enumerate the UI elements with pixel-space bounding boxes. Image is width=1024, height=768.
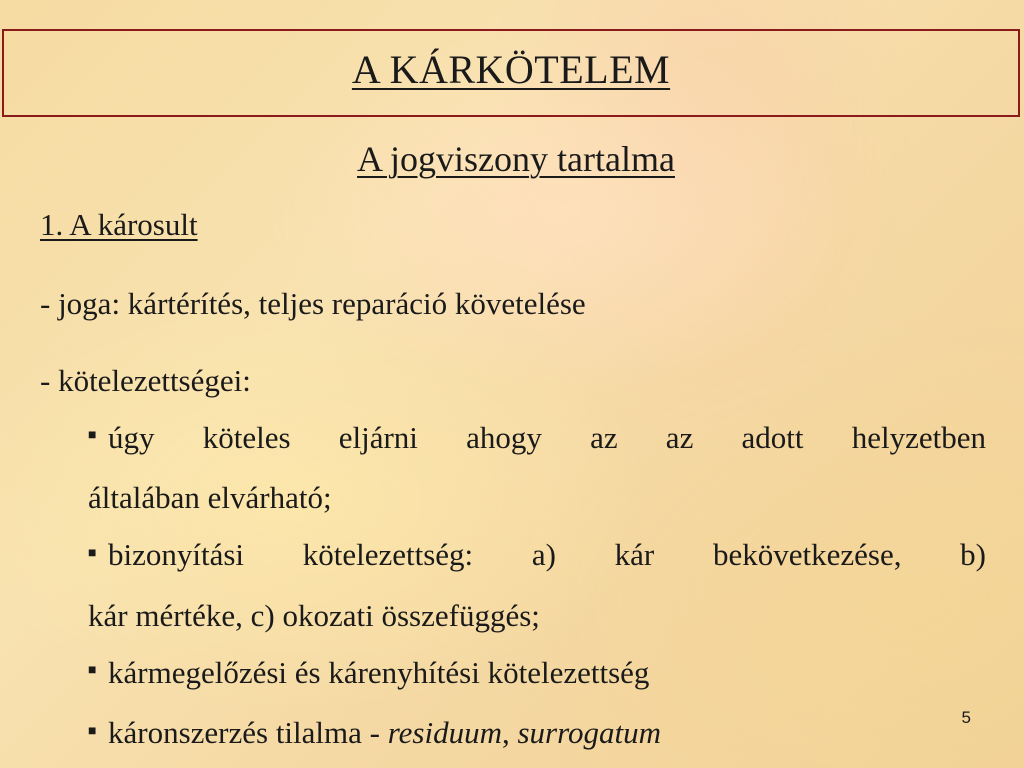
bullet-text: bizonyítási kötelezettség: a) kár bekövetkezése, b) — [108, 537, 986, 573]
bullet-italic-term: surrogatum — [517, 715, 662, 751]
bullet-item — [40, 409, 986, 526]
rights-item: - joga: kártérítés, teljes reparáció követelése — [40, 286, 586, 321]
slide-subtitle: A jogviszony tartalma — [357, 139, 675, 179]
bullet-item — [40, 526, 986, 643]
slide-content — [40, 196, 986, 765]
section-heading — [40, 196, 986, 253]
bullet-text-continued: általában elvárható; — [88, 480, 332, 516]
bullet-italic-term: residuum — [387, 715, 502, 751]
bullet-item — [40, 644, 986, 704]
slide-title: A KÁRKÖTELEM — [351, 46, 671, 92]
bullet-line — [88, 644, 986, 704]
bullet-separator: , — [501, 715, 518, 751]
title-box — [2, 29, 1020, 117]
bullet-square-icon: ■ — [88, 428, 97, 444]
page-number: 5 — [961, 708, 971, 727]
bullet-square-icon: ■ — [88, 545, 97, 561]
bullet-text: úgy köteles eljárni ahogy az az adott helyzetben — [108, 420, 986, 455]
obligations-item: - kötelezettségei: — [40, 363, 251, 398]
bullet-text: káronszerzés tilalma - — [108, 715, 388, 751]
bullet-line — [88, 409, 986, 469]
bullet-square-icon: ■ — [88, 723, 97, 739]
bullet-line — [88, 704, 986, 764]
section-heading-text: 1. A károsult — [40, 207, 198, 242]
bullet-line — [88, 526, 986, 586]
bullet-square-icon: ■ — [88, 663, 97, 679]
bullet-text-continued: kár mértéke, c) okozati összefüggés; — [88, 597, 540, 633]
bullet-text: kármegelőzési és kárenyhítési kötelezettség — [108, 654, 650, 690]
bullet-item — [40, 704, 986, 764]
